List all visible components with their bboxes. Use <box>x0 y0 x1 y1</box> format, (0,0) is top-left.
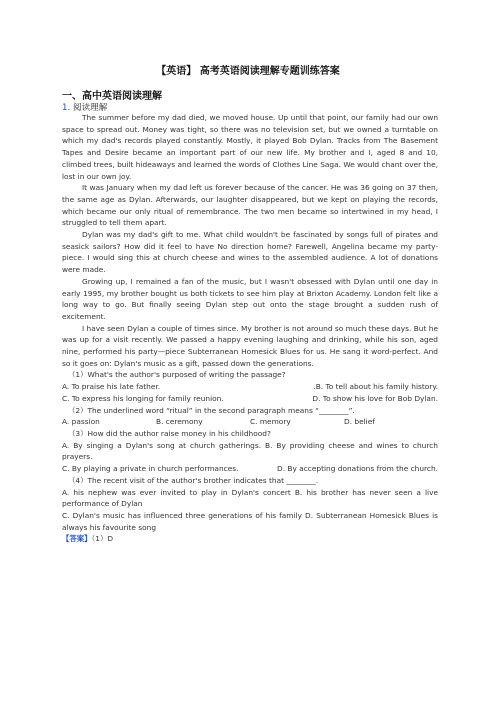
document-title <box>0 62 496 77</box>
q3-options-ab: A. By singing a Dylan's song at church gatherings. B. By providing cheese and wines to church prayers. <box>62 440 438 462</box>
q2-option-b: B. ceremony <box>156 417 203 427</box>
question-label: 阅读理解 <box>72 103 108 113</box>
reading-content <box>62 112 438 545</box>
question-1-stem: （1）What's the author's purposed of writing the passage? <box>68 370 286 380</box>
q4-options-ab: A. his nephew was ever invited to play in Dylan's concert B. his brother has never seen a live performance of Dylan <box>62 487 438 509</box>
q1-option-a: A. To praise his late father. <box>62 382 161 392</box>
passage-paragraph-4: Growing up, I remained a fan of the music, but I wasn't obsessed with Dylan until one day in early 1995, my brother bought us both tickets to see him play at Brixton Academy. London felt like a long way to go. But finally seeing Dylan step out onto the stage brought a sudden rush of excitement. <box>62 276 438 321</box>
passage-paragraph-3: Dylan was my dad's gift to me. What child wouldn't be fascinated by songs full of pirates and seasick sailors? How did it feel to have No direction home? Farewell, Angelina became my party-piece. I would sing this at church cheese and wines to the assembled audience. A lot of donations were made. <box>62 230 438 275</box>
passage-paragraph-1: The summer before my dad died, we moved house. Up until that point, our family had our own space to spread out. Money was tight, so there was no television set, but we owned a turntable on which my dad's records played constantly. Mostly, it played Bob Dylan. Tracks from The Basement Tapes and Desire became an important part of our new life. My brother and I, aged 8 and 10, climbed trees, built hideaways and learned the words of Clothes Line Saga. We would chant over the, lost in our own joy. <box>62 113 438 181</box>
q2-option-a: A. passion <box>62 417 100 427</box>
question-2-stem: （2）The underlined word “ritual” in the second paragraph means “________”. <box>68 405 355 415</box>
q1-option-c: C. To express his longing for family reunion. <box>62 393 224 403</box>
question-3-options-cd <box>62 463 438 475</box>
q3-option-c: C. By playing a private in church performances. <box>62 464 239 474</box>
passage-paragraph-5: I have seen Dylan a couple of times since. My brother is not around so much these days. But he was up for a visit recently. We passed a happy evening laughing and drinking, while his son, aged nine, performed his party—piece Subterranean Homesick Blues for us. He sang it word-perfect. And so it goes on: Dylan's music as a gift, passed down the generations. <box>62 323 438 368</box>
answer-text: （1）D <box>91 534 114 544</box>
question-1-options-ab <box>62 381 438 393</box>
section-heading: 一、高中英语阅读理解 <box>62 91 162 102</box>
q4-options-cd: C. Dylan's music has influenced three generations of his family D. Subterranean Homesick Blues is always his favourite song <box>62 510 438 532</box>
q2-option-c: C. memory <box>250 417 291 427</box>
question-1-options-cd <box>62 393 438 405</box>
title-bracket: 【英语】 <box>156 66 197 77</box>
question-3-stem: （3）How did the author raise money in his childhood? <box>68 428 271 438</box>
answer-line <box>62 533 438 545</box>
q2-option-d: D. belief <box>344 417 375 427</box>
question-number: 1. <box>62 103 71 113</box>
title-text: 高考英语阅读理解专题训练答案 <box>196 66 340 77</box>
q3-option-d: D. By accepting donations from the church. <box>277 464 438 474</box>
answer-label: 【答案】 <box>62 534 92 544</box>
q1-option-d: D. To show his love for Bob Dylan. <box>312 393 438 403</box>
question-4-stem: （4）The recent visit of the author's brother indicates that ________. <box>68 475 319 485</box>
passage-paragraph-2: It was January when my dad left us forever because of the cancer. He was 36 going on 37 then, the same age as Dylan. Afterwards, our laughter disappeared, but we kept on playing the records, which became our only ritual of remembrance. The two men became so intertwined in my head, I struggled to tell them apart. <box>62 183 438 228</box>
q1-option-b: .B. To tell about his family history. <box>313 382 438 392</box>
question-2-options <box>62 416 438 428</box>
